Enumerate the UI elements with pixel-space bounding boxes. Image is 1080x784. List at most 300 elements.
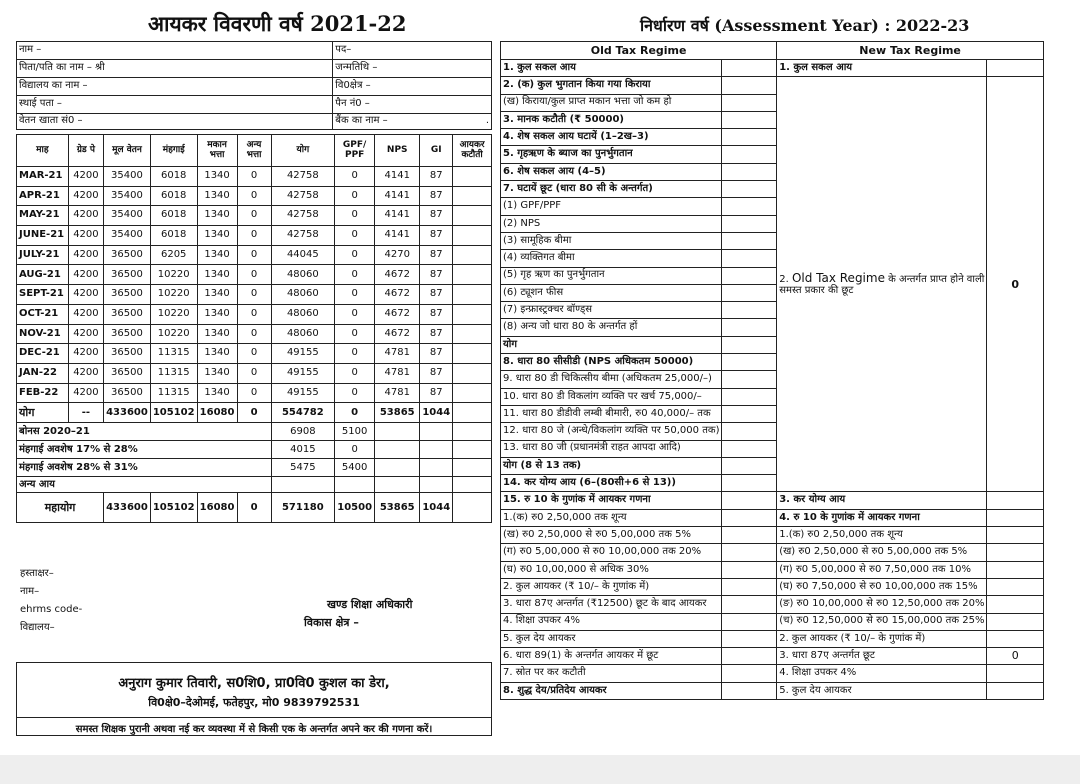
da1-gpf: 0 xyxy=(335,441,375,459)
school-field: विद्यालय का नाम – xyxy=(17,78,333,96)
new-regime-value: 0 xyxy=(987,648,1044,665)
salary-cell: 4200 xyxy=(68,324,103,344)
salary-header-cell: योग xyxy=(271,135,335,167)
salary-cell: 36500 xyxy=(104,324,151,344)
da1-yog: 4015 xyxy=(271,441,335,459)
old-regime-value xyxy=(722,129,777,146)
salary-cell xyxy=(453,344,492,364)
total-cell: 1044 xyxy=(420,403,453,423)
month-cell: OCT-21 xyxy=(17,304,69,324)
personal-details xyxy=(16,41,492,130)
salary-cell: 49155 xyxy=(271,363,335,383)
month-cell: JAN-22 xyxy=(17,363,69,383)
month-cell: FEB-22 xyxy=(17,383,69,403)
other-income-label: अन्य आय xyxy=(17,477,272,493)
old-regime-value xyxy=(722,354,777,371)
dob-field: जन्मतिथि – xyxy=(333,60,492,78)
salary-cell: 0 xyxy=(335,383,375,403)
old-regime-value xyxy=(722,284,777,301)
salary-cell: 48060 xyxy=(271,265,335,285)
salary-cell xyxy=(453,285,492,305)
officer-title: खण्ड शिक्षा अधिकारी xyxy=(327,598,413,611)
salary-cell: 6018 xyxy=(150,167,197,187)
salary-cell xyxy=(453,363,492,383)
old-regime-item: 2. कुल आयकर (₹ 10/– के गुणांक में) xyxy=(501,578,722,595)
old-regime-value xyxy=(722,613,777,630)
salary-cell: 0 xyxy=(237,304,271,324)
page-bottom-strip xyxy=(0,755,1080,784)
salary-cell: 4781 xyxy=(375,383,420,403)
salary-cell: 44045 xyxy=(271,245,335,265)
salary-cell: 1340 xyxy=(197,167,237,187)
salary-cell: 36500 xyxy=(104,285,151,305)
old-regime-value xyxy=(722,561,777,578)
salary-cell: 0 xyxy=(335,186,375,206)
salary-cell: 11315 xyxy=(150,344,197,364)
salary-cell: 4141 xyxy=(375,167,420,187)
salary-cell: 35400 xyxy=(104,186,151,206)
old-regime-value xyxy=(722,232,777,249)
total-cell xyxy=(453,403,492,423)
salary-cell: 0 xyxy=(237,383,271,403)
salary-cell: 36500 xyxy=(104,363,151,383)
salary-cell: 87 xyxy=(420,167,453,187)
salary-cell: 49155 xyxy=(271,383,335,403)
old-regime-item: योग xyxy=(501,336,722,353)
salary-header-cell: मकान भत्ता xyxy=(197,135,237,167)
salary-cell: 87 xyxy=(420,285,453,305)
salary-cell: 1340 xyxy=(197,383,237,403)
month-cell: SEPT-21 xyxy=(17,285,69,305)
salary-cell: 4141 xyxy=(375,206,420,226)
salary-cell: 4200 xyxy=(68,285,103,305)
tax-regime-section xyxy=(500,41,1044,700)
officer-area: विकास क्षेत्र – xyxy=(304,616,359,629)
salary-cell: 87 xyxy=(420,304,453,324)
salary-cell: 0 xyxy=(237,324,271,344)
salary-cell: 0 xyxy=(335,363,375,383)
old-regime-item: 4. शेष सकल आय घटायें (1–2ख–3) xyxy=(501,129,722,146)
da2-row xyxy=(17,459,492,477)
regime-row xyxy=(501,527,1044,544)
new-regime-item: (घ) रु0 7,50,000 से रु0 10,00,000 तक 15% xyxy=(777,578,987,595)
salary-header-cell: NPS xyxy=(375,135,420,167)
month-cell: MAY-21 xyxy=(17,206,69,226)
salary-cell: 11315 xyxy=(150,363,197,383)
regime-row xyxy=(501,509,1044,526)
salary-cell: 36500 xyxy=(104,245,151,265)
salary-row xyxy=(17,167,492,187)
salary-row xyxy=(17,265,492,285)
page-title-right: निर्धारण वर्ष (Assessment Year) : 2022-23 xyxy=(640,16,970,35)
bank-field xyxy=(333,114,492,130)
new-regime-value xyxy=(987,613,1044,630)
old-regime-value xyxy=(722,423,777,440)
salary-cell: 0 xyxy=(237,344,271,364)
grand-total-cell: 16080 xyxy=(197,493,237,523)
old-regime-value xyxy=(722,578,777,595)
salary-cell: 87 xyxy=(420,206,453,226)
salary-cell: 0 xyxy=(335,304,375,324)
salary-cell xyxy=(453,383,492,403)
old-regime-value xyxy=(722,492,777,509)
regime-row xyxy=(501,60,1044,77)
salary-cell: 4141 xyxy=(375,186,420,206)
old-regime-item: (6) ट्यूशन फीस xyxy=(501,284,722,301)
signature-school: विद्यालय– xyxy=(20,622,55,633)
new-regime-value xyxy=(987,544,1044,561)
personal-table xyxy=(16,41,492,130)
new-regime-value xyxy=(987,665,1044,682)
salary-cell: 0 xyxy=(237,226,271,246)
old-regime-value xyxy=(722,250,777,267)
salary-cell: 87 xyxy=(420,324,453,344)
salary-header-cell: अन्य भत्ता xyxy=(237,135,271,167)
grand-total-cell: 433600 xyxy=(104,493,151,523)
month-cell: MAR-21 xyxy=(17,167,69,187)
salary-cell: 36500 xyxy=(104,265,151,285)
new-regime-value xyxy=(987,527,1044,544)
salary-header-cell: GI xyxy=(420,135,453,167)
old-regime-value xyxy=(722,302,777,319)
old-regime-item: (1) GPF/PPF xyxy=(501,198,722,215)
signature-name: नाम– xyxy=(20,586,40,597)
salary-cell: 4200 xyxy=(68,383,103,403)
old-regime-value xyxy=(722,405,777,422)
grand-total-cell xyxy=(453,493,492,523)
salary-cell: 36500 xyxy=(104,304,151,324)
salary-cell: 4672 xyxy=(375,265,420,285)
salary-cell: 4200 xyxy=(68,245,103,265)
new-regime-item: (ख) रु0 2,50,000 से रु0 5,00,000 तक 5% xyxy=(777,544,987,561)
new-regime-value xyxy=(987,509,1044,526)
regime-row xyxy=(501,492,1044,509)
old-regime-item: 5. कुल देय आयकर xyxy=(501,630,722,647)
footer-box xyxy=(16,662,492,736)
old-regime-item: 12. धारा 80 जे (अन्धे/विकलांग व्यक्ति पर 50,000 तक) xyxy=(501,423,722,440)
other-income-row xyxy=(17,477,492,493)
old-regime-item: 7. घटायें छूट (धारा 80 सी के अन्तर्गत) xyxy=(501,181,722,198)
new-regime-item: 3. धारा 87ए अन्तर्गत छूट xyxy=(777,648,987,665)
regime-row xyxy=(501,77,1044,94)
salary-cell: 4200 xyxy=(68,167,103,187)
old-regime-header: Old Tax Regime xyxy=(501,42,777,60)
salary-cell: 0 xyxy=(335,265,375,285)
grand-total-cell: 53865 xyxy=(375,493,420,523)
salary-cell: 1340 xyxy=(197,324,237,344)
salary-cell: 1340 xyxy=(197,186,237,206)
salary-cell: 0 xyxy=(237,285,271,305)
salary-cell: 35400 xyxy=(104,226,151,246)
salary-cell: 0 xyxy=(237,363,271,383)
grand-total-cell: 1044 xyxy=(420,493,453,523)
salary-cell: 4200 xyxy=(68,206,103,226)
grand-total-cell: 0 xyxy=(237,493,271,523)
old-regime-item: (2) NPS xyxy=(501,215,722,232)
month-cell: AUG-21 xyxy=(17,265,69,285)
salary-row xyxy=(17,304,492,324)
grand-total-cell: 10500 xyxy=(335,493,375,523)
signature-label: हस्ताक्षर– xyxy=(20,568,54,579)
salary-cell: 0 xyxy=(237,265,271,285)
salary-cell: 48060 xyxy=(271,324,335,344)
old-regime-value xyxy=(722,371,777,388)
old-regime-item: (ख) रु0 2,50,000 से रु0 5,00,000 तक 5% xyxy=(501,527,722,544)
salary-cell: 0 xyxy=(335,344,375,364)
salary-cell: 1340 xyxy=(197,206,237,226)
old-regime-value xyxy=(722,181,777,198)
salary-cell: 42758 xyxy=(271,186,335,206)
old-regime-value xyxy=(722,527,777,544)
old-regime-value xyxy=(722,648,777,665)
old-regime-item: 2. (क) कुल भुगतान किया गया किराया xyxy=(501,77,722,94)
salary-cell: 35400 xyxy=(104,167,151,187)
salary-cell: 10220 xyxy=(150,265,197,285)
salary-cell: 10220 xyxy=(150,324,197,344)
new-regime-item: 1. कुल सकल आय xyxy=(777,60,987,77)
total-cell: 53865 xyxy=(375,403,420,423)
bonus-gpf: 5100 xyxy=(335,423,375,441)
old-regime-item: (घ) रु0 10,00,000 से अधिक 30% xyxy=(501,561,722,578)
salary-cell: 0 xyxy=(335,324,375,344)
salary-cell xyxy=(453,324,492,344)
old-regime-item: 1. कुल सकल आय xyxy=(501,60,722,77)
salary-cell: 0 xyxy=(335,285,375,305)
regime-header-row xyxy=(501,42,1044,60)
salary-cell: 1340 xyxy=(197,265,237,285)
salary-cell: 1340 xyxy=(197,304,237,324)
new-regime-exemption-note xyxy=(777,77,987,492)
new-regime-exemption-value: 0 xyxy=(987,77,1044,492)
old-regime-value xyxy=(722,77,777,94)
new-regime-item: 5. कुल देय आयकर xyxy=(777,682,987,699)
salary-cell: 6018 xyxy=(150,226,197,246)
salary-cell: 87 xyxy=(420,245,453,265)
salary-cell: 0 xyxy=(237,186,271,206)
salary-section xyxy=(16,134,492,523)
old-regime-value xyxy=(722,630,777,647)
old-regime-item: (8) अन्य जो धारा 80 के अन्तर्गत हों xyxy=(501,319,722,336)
salary-cell: 36500 xyxy=(104,344,151,364)
old-regime-item: 4. शिक्षा उपकर 4% xyxy=(501,613,722,630)
grand-total-cell: 571180 xyxy=(271,493,335,523)
grand-total-cell: महायोग xyxy=(17,493,104,523)
salary-cell xyxy=(453,265,492,285)
address-field: स्थाई पता – xyxy=(17,96,333,114)
salary-row xyxy=(17,324,492,344)
name-field: नाम – xyxy=(17,42,333,60)
salary-cell: 42758 xyxy=(271,226,335,246)
new-regime-value xyxy=(987,630,1044,647)
salary-row xyxy=(17,285,492,305)
salary-header-cell: मूल वेतन xyxy=(104,135,151,167)
old-regime-item: (ग) रु0 5,00,000 से रु0 10,00,000 तक 20% xyxy=(501,544,722,561)
salary-header-row xyxy=(17,135,492,167)
old-regime-value xyxy=(722,163,777,180)
old-regime-item: 15. रु 10 के गुणांक में आयकर गणना xyxy=(501,492,722,509)
salary-cell: 6018 xyxy=(150,206,197,226)
da1-row xyxy=(17,441,492,459)
tax-regime-table xyxy=(500,41,1044,700)
page-title-left: आयकर विवरणी वर्ष 2021-22 xyxy=(148,11,407,36)
signature-block xyxy=(20,565,82,637)
old-regime-item: 1.(क) रु0 2,50,000 तक शून्य xyxy=(501,509,722,526)
old-regime-value xyxy=(722,475,777,492)
total-cell: -- xyxy=(68,403,103,423)
salary-cell: 4270 xyxy=(375,245,420,265)
salary-cell: 4200 xyxy=(68,265,103,285)
salary-cell: 87 xyxy=(420,186,453,206)
salary-cell: 48060 xyxy=(271,304,335,324)
old-regime-value xyxy=(722,544,777,561)
footer-note: समस्त शिक्षक पुरानी अथवा नई कर व्यवस्था में से किसी एक के अन्तर्गत अपने कर की गणना करें। xyxy=(17,717,491,735)
salary-row xyxy=(17,245,492,265)
salary-header-cell: आयकर कटौती xyxy=(453,135,492,167)
salary-cell: 1340 xyxy=(197,285,237,305)
regime-row xyxy=(501,648,1044,665)
total-cell: 554782 xyxy=(271,403,335,423)
regime-row xyxy=(501,613,1044,630)
salary-total-row xyxy=(17,403,492,423)
salary-cell: 6205 xyxy=(150,245,197,265)
month-cell: JUNE-21 xyxy=(17,226,69,246)
ehrms-label: ehrms code- xyxy=(20,604,83,615)
new-regime-item: (च) रु0 12,50,000 से रु0 15,00,000 तक 25% xyxy=(777,613,987,630)
salary-cell: 0 xyxy=(335,206,375,226)
old-regime-value xyxy=(722,440,777,457)
old-regime-value xyxy=(722,215,777,232)
old-regime-item: 11. धारा 80 डीडीवी लम्बी बीमारी, रु0 40,000/– तक xyxy=(501,405,722,422)
salary-cell: 4200 xyxy=(68,363,103,383)
salary-table xyxy=(16,134,492,523)
salary-cell: 4672 xyxy=(375,285,420,305)
salary-cell: 10220 xyxy=(150,304,197,324)
old-regime-value xyxy=(722,388,777,405)
salary-cell: 6018 xyxy=(150,186,197,206)
new-regime-value xyxy=(987,492,1044,509)
salary-cell: 4672 xyxy=(375,324,420,344)
salary-cell: 0 xyxy=(335,245,375,265)
regime-row xyxy=(501,665,1044,682)
exemption-prefix: 2. xyxy=(779,274,789,286)
da2-label: मंहगाई अवशेष 28% से 31% xyxy=(17,459,272,477)
old-regime-value xyxy=(722,111,777,128)
old-regime-value xyxy=(722,336,777,353)
new-regime-value xyxy=(987,561,1044,578)
salary-cell: 4200 xyxy=(68,304,103,324)
month-cell: DEC-21 xyxy=(17,344,69,364)
author-line1: अनुराग कुमार तिवारी, स0शि0, प्रा0वि0 कुशल का डेरा, xyxy=(118,676,390,691)
new-regime-value xyxy=(987,578,1044,595)
new-regime-header: New Tax Regime xyxy=(777,42,1044,60)
salary-cell: 0 xyxy=(237,206,271,226)
new-regime-item: 4. शिक्षा उपकर 4% xyxy=(777,665,987,682)
old-regime-item: 6. धारा 89(1) के अन्तर्गत आयकर में छूट xyxy=(501,648,722,665)
salary-header-cell: माह xyxy=(17,135,69,167)
new-regime-item: (ङ) रु0 10,00,000 से रु0 12,50,000 तक 20% xyxy=(777,596,987,613)
salary-cell: 1340 xyxy=(197,245,237,265)
old-regime-item: 8. शुद्ध देय/प्रतिदेय आयकर xyxy=(501,682,722,699)
regime-row xyxy=(501,578,1044,595)
salary-cell: 36500 xyxy=(104,383,151,403)
da2-yog: 5475 xyxy=(271,459,335,477)
old-regime-value xyxy=(722,457,777,474)
salary-cell: 42758 xyxy=(271,206,335,226)
old-regime-item: 7. स्रोत पर कर कटौती xyxy=(501,665,722,682)
new-regime-value xyxy=(987,60,1044,77)
bank-dot: . xyxy=(485,115,489,127)
block-field: वि0क्षेत्र – xyxy=(333,78,492,96)
salary-cell: 1340 xyxy=(197,363,237,383)
grand-total-cell: 105102 xyxy=(150,493,197,523)
old-regime-value xyxy=(722,319,777,336)
total-cell: 433600 xyxy=(104,403,151,423)
da1-label: मंहगाई अवशेष 17% से 28% xyxy=(17,441,272,459)
salary-cell: 4200 xyxy=(68,344,103,364)
regime-row xyxy=(501,561,1044,578)
father-field: पिता/पति का नाम – श्री xyxy=(17,60,333,78)
old-regime-value xyxy=(722,509,777,526)
old-regime-item: 14. कर योग्य आय (6–(80सी+6 से 13)) xyxy=(501,475,722,492)
old-regime-item: (7) इन्फ्रास्ट्रक्चर बॉण्ड्स xyxy=(501,302,722,319)
old-regime-value xyxy=(722,682,777,699)
salary-cell: 87 xyxy=(420,226,453,246)
salary-cell xyxy=(453,245,492,265)
salary-cell: 4200 xyxy=(68,186,103,206)
salary-cell: 4781 xyxy=(375,344,420,364)
regime-row xyxy=(501,544,1044,561)
salary-row xyxy=(17,186,492,206)
total-cell: 0 xyxy=(335,403,375,423)
total-cell: 0 xyxy=(237,403,271,423)
salary-cell xyxy=(453,226,492,246)
salary-cell: 10220 xyxy=(150,285,197,305)
grand-total-row xyxy=(17,493,492,523)
new-regime-item: 1.(क) रु0 2,50,000 तक शून्य xyxy=(777,527,987,544)
salary-cell xyxy=(453,206,492,226)
salary-cell: 4781 xyxy=(375,363,420,383)
salary-cell: 35400 xyxy=(104,206,151,226)
old-regime-value xyxy=(722,94,777,111)
salary-cell: 1340 xyxy=(197,226,237,246)
regime-row xyxy=(501,596,1044,613)
salary-row xyxy=(17,344,492,364)
salary-row xyxy=(17,363,492,383)
old-regime-item: (3) सामूहिक बीमा xyxy=(501,232,722,249)
old-regime-value xyxy=(722,198,777,215)
salary-cell: 4200 xyxy=(68,226,103,246)
new-regime-item: 3. कर योग्य आय xyxy=(777,492,987,509)
regime-row xyxy=(501,630,1044,647)
old-regime-item: 9. धारा 80 डी चिकित्सीय बीमा (अधिकतम 25,000/–) xyxy=(501,371,722,388)
total-cell: योग xyxy=(17,403,69,423)
salary-cell: 0 xyxy=(335,167,375,187)
old-regime-item: 8. धारा 80 सीसीडी (NPS अधिकतम 50000) xyxy=(501,354,722,371)
regime-row xyxy=(501,682,1044,699)
salary-cell: 48060 xyxy=(271,285,335,305)
old-regime-item: योग (8 से 13 तक) xyxy=(501,457,722,474)
salary-cell: 87 xyxy=(420,265,453,285)
new-regime-value xyxy=(987,682,1044,699)
old-regime-item: 3. धारा 87ए अन्तर्गत (₹12500) छूट के बाद आयकर xyxy=(501,596,722,613)
salary-header-cell: GPF/ PPF xyxy=(335,135,375,167)
salary-account-field: वेतन खाता सं0 – xyxy=(17,114,333,130)
salary-cell: 0 xyxy=(237,167,271,187)
da2-gpf: 5400 xyxy=(335,459,375,477)
salary-cell: 4141 xyxy=(375,226,420,246)
new-regime-item: 2. कुल आयकर (₹ 10/– के गुणांक में) xyxy=(777,630,987,647)
bonus-label: बोनस 2020–21 xyxy=(17,423,272,441)
